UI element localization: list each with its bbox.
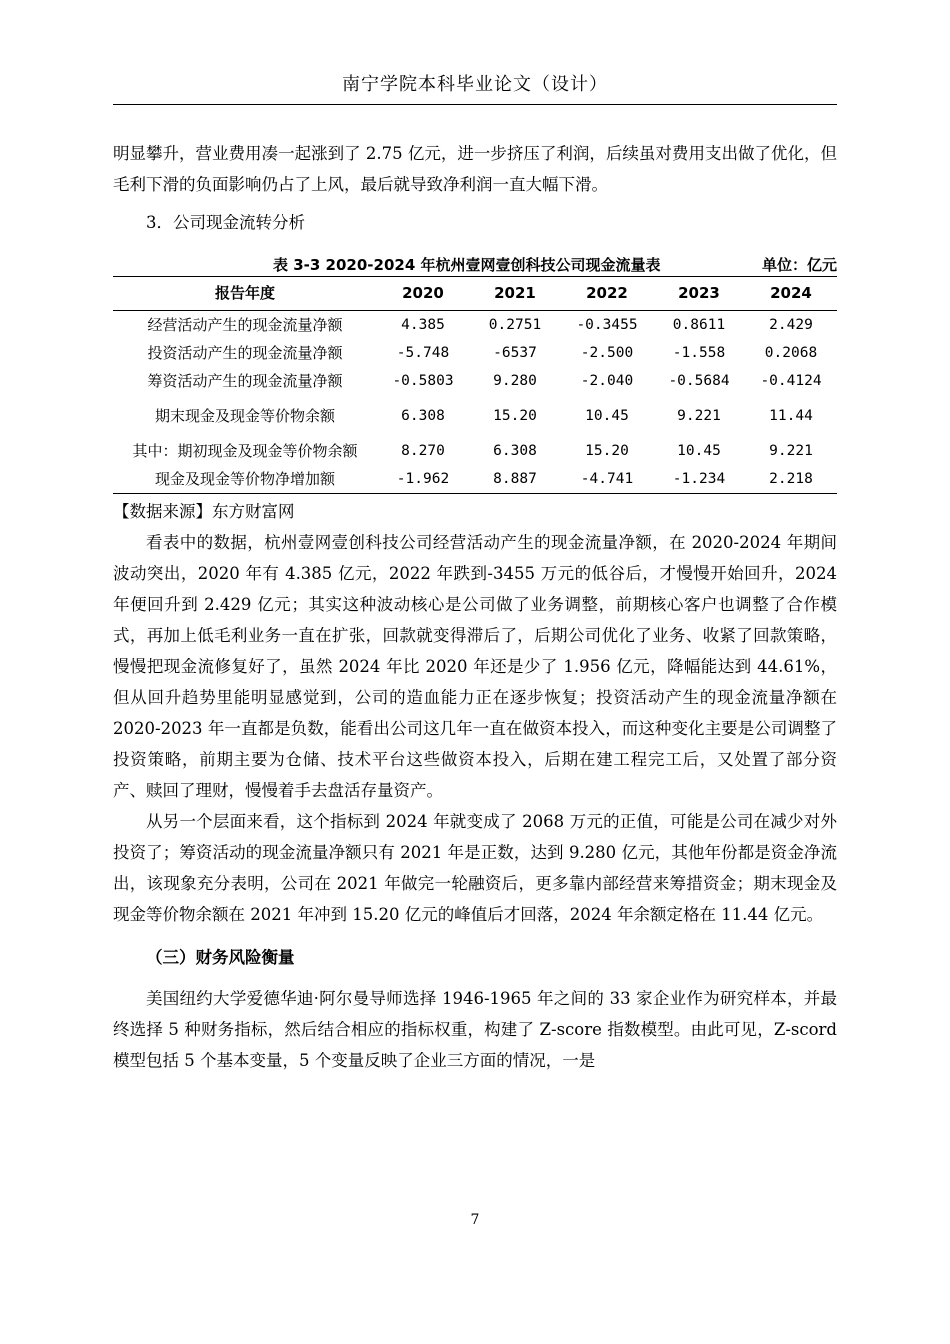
cell-value: 4.385 [401,317,445,333]
cash-flow-table [113,276,837,494]
cell-value: -1.558 [672,345,726,361]
paragraph-zscore: 美国纽约大学爱德华迪·阿尔曼导师选择 1946-1965 年之间的 33 家企业作为研究样本，并最终选择 5 种财务指标，然后结合相应的指标权重，构建了 Z-score 指数模型。由此可见，Z-scord 模型包括 5 个基本变量，5 个变量反映了企业三方面的情况，一是 [113,989,837,1070]
cell-value: 11.44 [769,408,813,424]
cell-value: 10.45 [585,408,629,424]
table-row [113,367,837,395]
cell-value: -5.748 [396,345,450,361]
cell-value: 9.280 [493,373,537,389]
table-title: 表 3-3 2020-2024 年杭州壹网壹创科技公司现金流量表 [273,256,661,274]
table-header-row [113,277,837,311]
cell-value: 6.308 [493,443,537,459]
cell-value: -1.962 [396,471,450,487]
cell-value: 15.20 [585,443,629,459]
paragraph-analysis-2: 从另一个层面来看，这个指标到 2024 年就变成了 2068 万元的正值，可能是公司在减少对外投资了；筹资活动的现金流量净额只有 2021 年是正数，达到 9.280 亿元，其他年份都是资金净流出，该现象充分表明，公司在 2021 年做完一轮融资后，更多靠内部经营来筹措资金；期末现金及现金等价物余额在 2021 年冲到 15.20 亿元的峰值后才回落，2024 年余额定格在 11.44 亿元。 [113,812,837,924]
cell-value: 8.270 [401,443,445,459]
cell-value: -0.5684 [668,373,730,389]
cell-value: -6537 [493,345,537,361]
header-year: 2024 [745,277,837,311]
cell-value: -0.5803 [392,373,454,389]
paragraph-analysis-1: 看表中的数据，杭州壹网壹创科技公司经营活动产生的现金流量净额，在 2020-2024 年期间波动突出，2020 年有 4.385 亿元，2022 年跌到-3455 万元的低谷后，才慢慢开始回升，2024 年便回升到 2.429 亿元；其实这种波动核心是公司做了业务调整，前期核心客户也调整了合作模式，再加上低毛利业务一直在扩张，回款就变得滞后了，后期公司优化了业务、收紧了回款策略，慢慢把现金流修复好了，虽然 2024 年比 2020 年还是少了 1.956 亿元，降幅能达到 44.61%，但从回升趋势里能明显感觉到，公司的造血能力正在逐步恢复；投资活动产生的现金流量净额在 2020-2023 年一直都是负数，能看出公司这几年一直在做资本投入，而这种变化主要是公司调整了投资策略，前期主要为仓储、技术平台这些做资本投入，后期在建工程完工后，又处置了部分资产、赎回了理财，慢慢着手去盘活存量资产。 [113,533,837,800]
table-row [113,311,837,340]
cell-value: 15.20 [493,408,537,424]
cell-value: 0.2751 [488,317,542,333]
cell-value: 9.221 [769,443,813,459]
cell-value: 0.2068 [764,345,818,361]
row-label: 筹资活动产生的现金流量净额 [147,372,343,390]
cell-value: -4.741 [580,471,634,487]
cell-value: 9.221 [677,408,721,424]
row-label: 投资活动产生的现金流量净额 [147,344,343,362]
row-label: 经营活动产生的现金流量净额 [147,316,343,334]
header-label: 报告年度 [113,277,377,311]
cell-value: -0.3455 [576,317,638,333]
page-number: 7 [470,1212,480,1228]
cell-value: 2.429 [769,317,813,333]
cell-value: 6.308 [401,408,445,424]
cell-value: 10.45 [677,443,721,459]
cell-value: 8.887 [493,471,537,487]
section-heading: （三）财务风险衡量 [146,948,295,967]
page-header: 南宁学院本科毕业论文（设计） [113,70,837,105]
cell-value: -0.4124 [760,373,822,389]
cell-value: -2.040 [580,373,634,389]
cell-value: -2.500 [580,345,634,361]
subsection-heading: 3．公司现金流转分析 [146,213,305,232]
table-unit: 单位：亿元 [761,256,837,274]
table-row [113,465,837,494]
cell-value: 0.8611 [672,317,726,333]
header-year: 2022 [561,277,653,311]
table-row [113,339,837,367]
header-year: 2021 [469,277,561,311]
cell-value: 2.218 [769,471,813,487]
paragraph-intro: 明显攀升，营业费用凑一起涨到了 2.75 亿元，进一步挤压了利润，后续虽对费用支出做了优化，但毛利下滑的负面影响仍占了上风，最后就导致净利润一直大幅下滑。 [113,144,837,194]
cell-value: -1.234 [672,471,726,487]
header-year: 2020 [377,277,469,311]
table-row [113,395,837,437]
header-year: 2023 [653,277,745,311]
row-label: 现金及现金等价物净增加额 [154,470,335,488]
table-row [113,437,837,465]
page-body [113,138,837,1076]
data-source: 【数据来源】东方财富网 [113,502,295,521]
row-label: 期末现金及现金等价物余额 [154,407,335,425]
row-label: 其中：期初现金及现金等价物余额 [132,442,358,460]
table-caption [113,250,837,276]
